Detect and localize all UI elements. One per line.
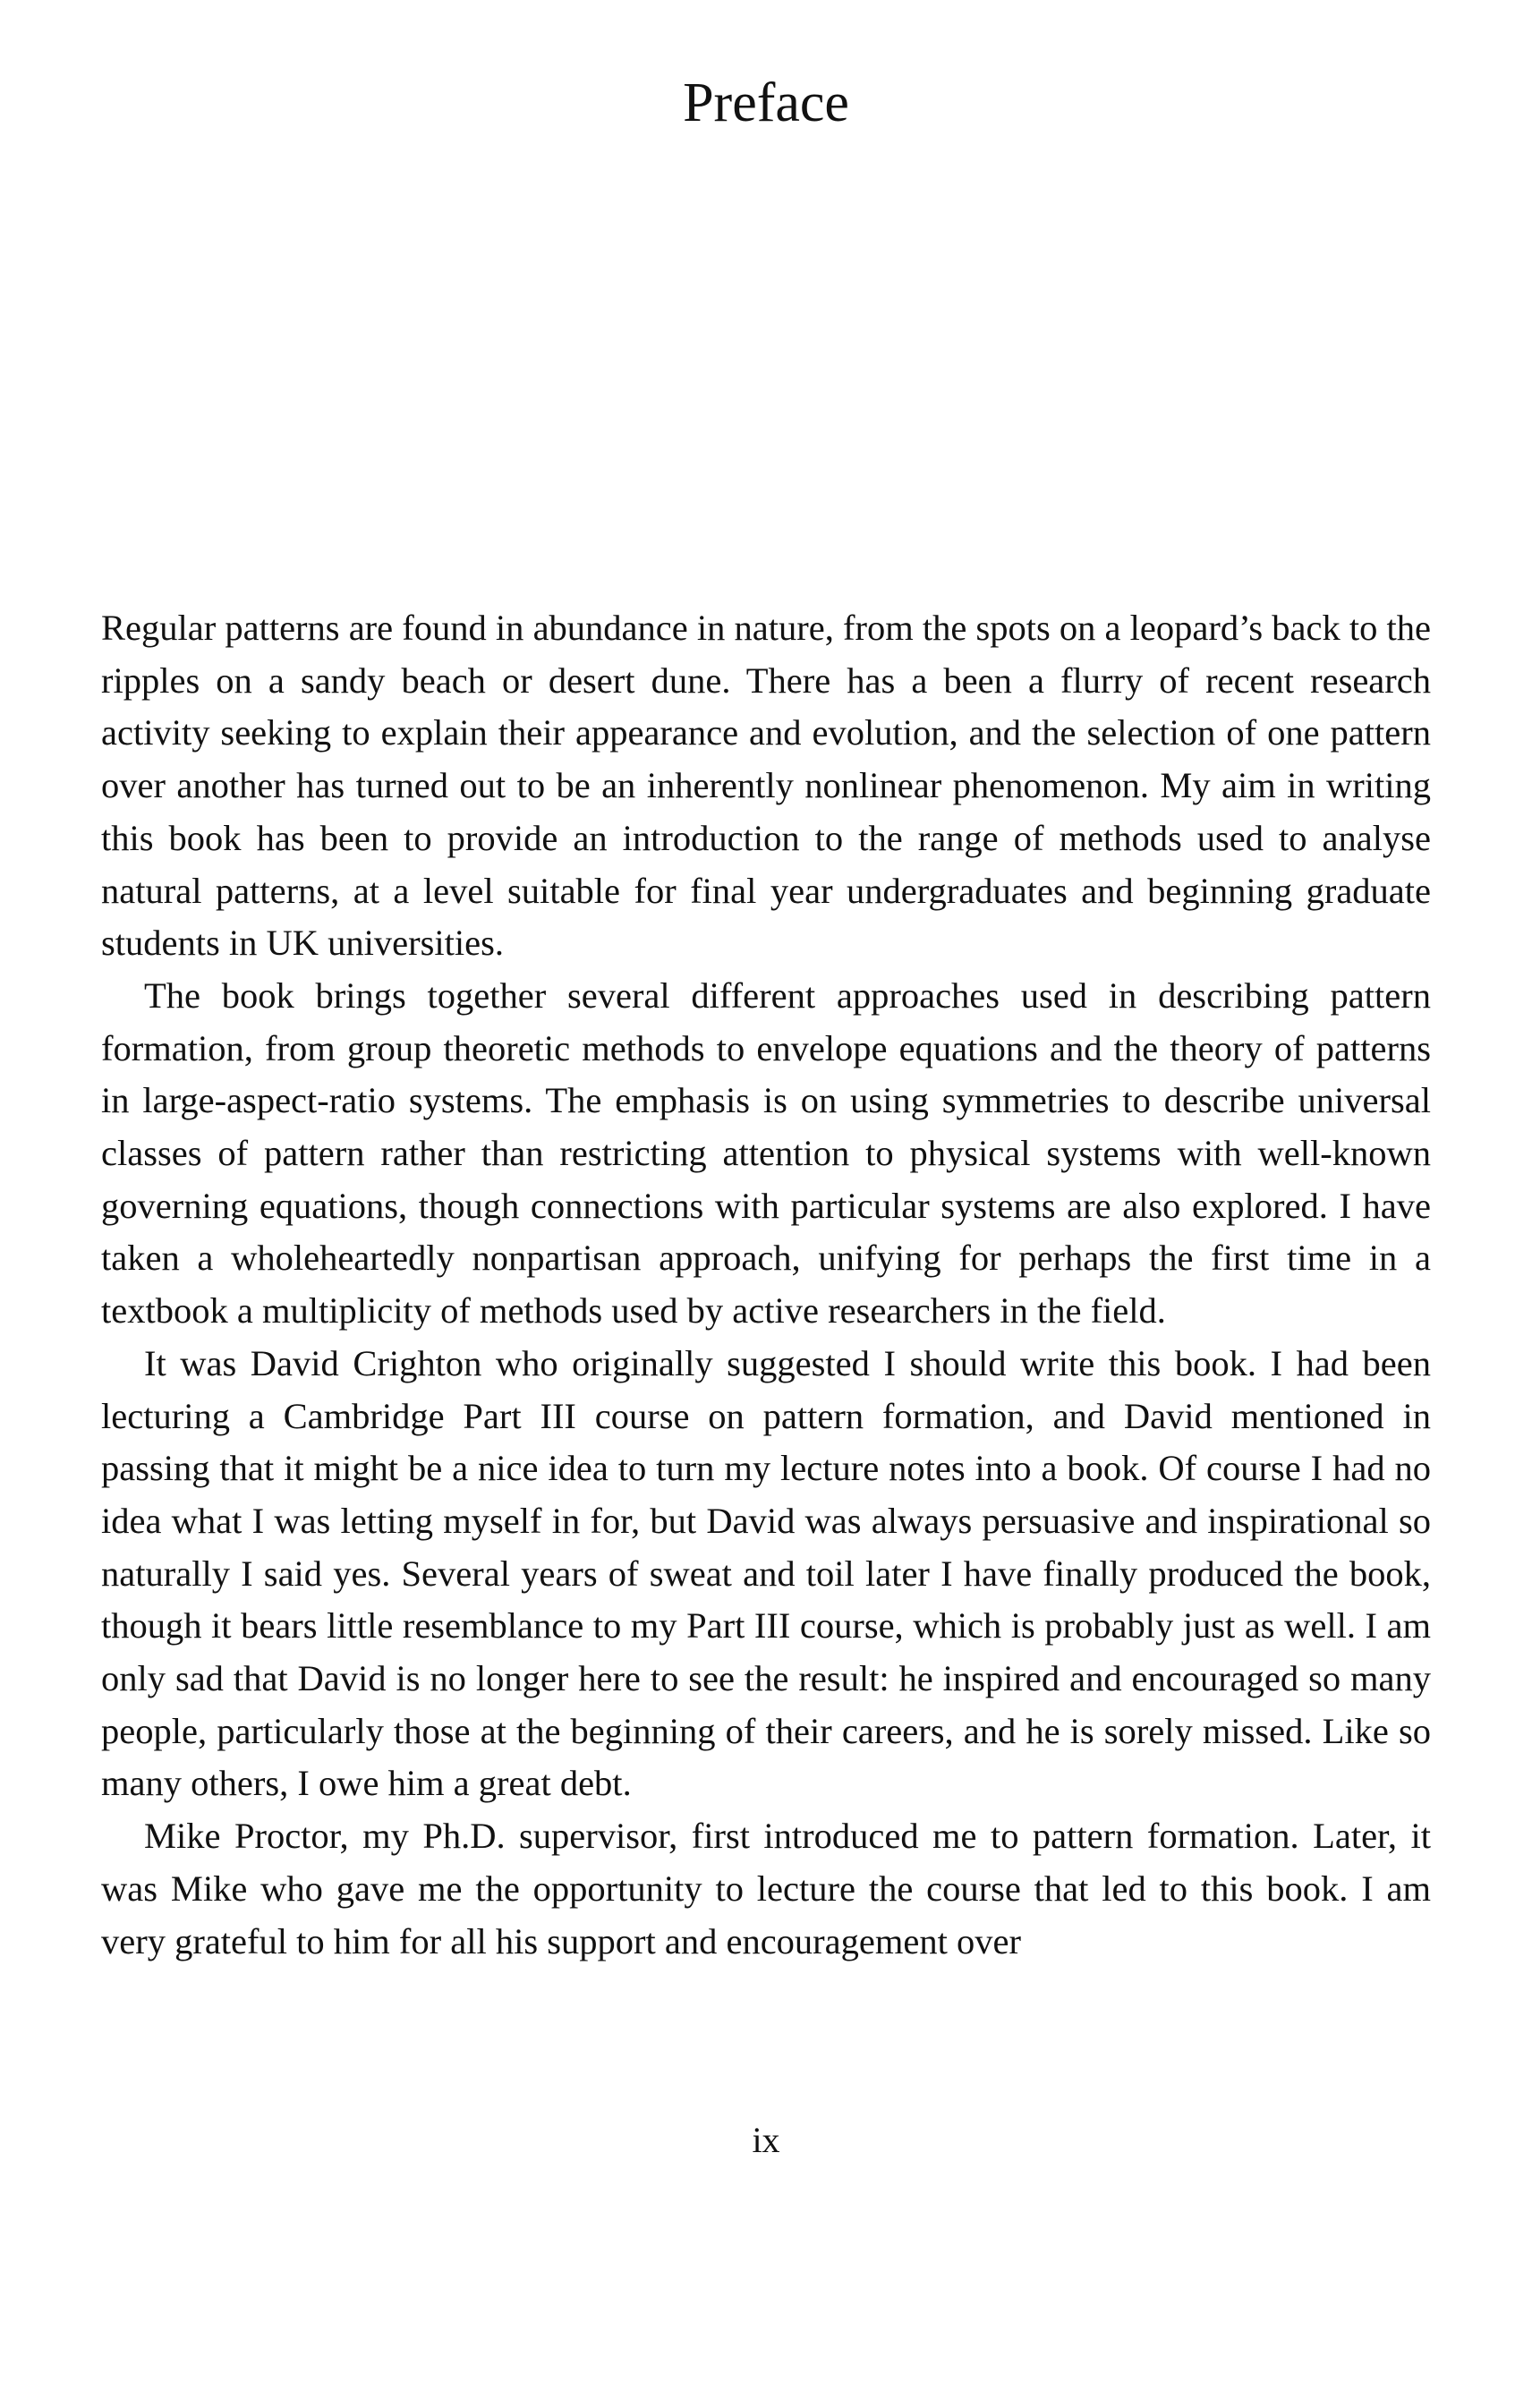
paragraph: Regular patterns are found in abundance in nature, from the spots on a leopard’s back to the ripples on a sandy beach or desert dune. There has a been a flurry of recent research activity seeking to explain their appearance and evolution, and the selection of one pattern over another has turned out to be an inherently nonlinear phenomenon. My aim in writing this book has been to provide an introduction to the range of methods used to analyse natural patterns, at a level suitable for final year undergraduates and beginning graduate students in UK universities. — [101, 608, 1431, 964]
page-title: Preface — [683, 72, 849, 133]
paragraph: The book brings together several different approaches used in describing pattern formation, from group theoretic methods to envelope equations and the theory of patterns in large-aspect-ratio systems. The emphasis is on using symmetries to describe universal classes of pattern rather than restricting attention to physical systems with well-known governing equations, though connections with particular systems are also explored. I have taken a wholeheartedly nonpartisan approach, unifying for perhaps the first time in a textbook a multiplicity of methods used by active researchers in the field. — [101, 974, 1431, 1332]
paragraph: Mike Proctor, my Ph.D. supervisor, first introduced me to pattern formation. Later, it was Mike who gave me the opportunity to lecture the course that led to this book. I am very grateful to him for all his support and encouragement over — [101, 1816, 1431, 1961]
page-number: ix — [752, 2120, 780, 2160]
preface-body — [101, 602, 1431, 1968]
paragraph: It was David Crighton who originally suggested I should write this book. I had been lecturing a Cambridge Part III course on pattern formation, and David mentioned in passing that it might be a nice idea to turn my lecture notes into a book. Of course I had no idea what I was letting myself in for, but David was always persuasive and inspirational so naturally I said yes. Several years of sweat and toil later I have finally produced the book, though it bears little resemblance to my Part III course, which is probably just as well. I am only sad that David is no longer here to see the result: he inspired and encouraged so many people, particularly those at the beginning of their careers, and he is sorely missed. Like so many others, I owe him a great debt. — [101, 1342, 1431, 1804]
